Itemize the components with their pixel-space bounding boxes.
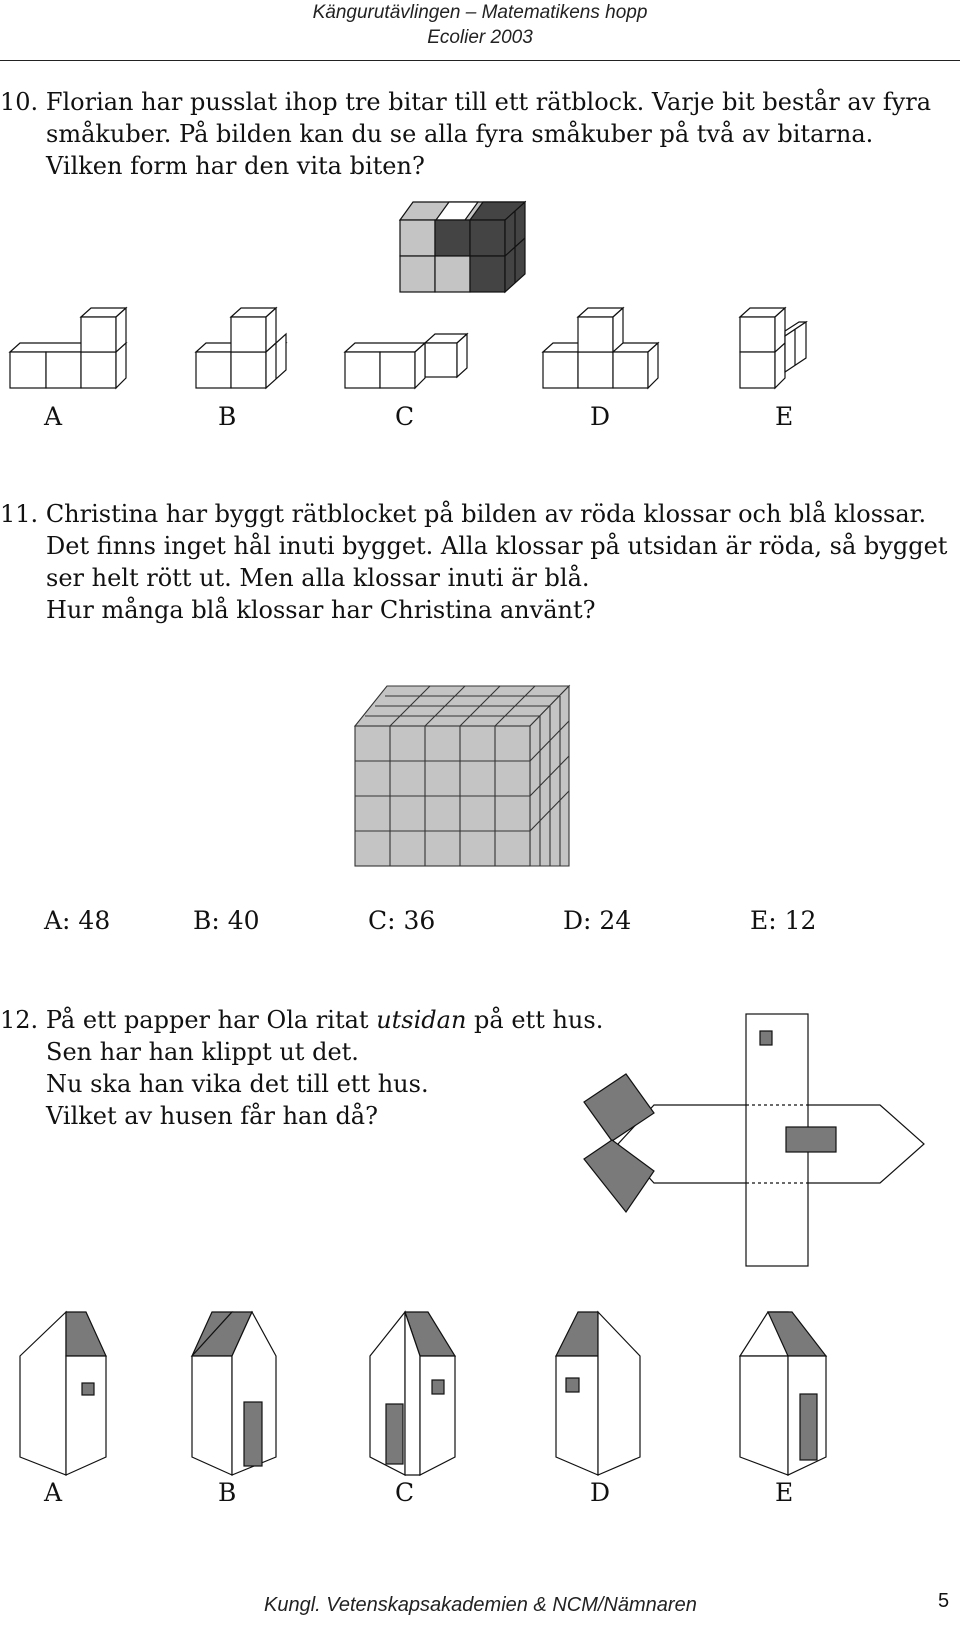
q11-answer-b[interactable]: B: 40 [193, 906, 260, 935]
q11-line-2: Det finns inget hål inuti bygget. Alla klossar på utsidan är röda, så bygget [46, 532, 948, 560]
q11-number: 11. [0, 500, 39, 528]
q12-net-figure [584, 1014, 924, 1266]
page-number: 5 [938, 1590, 950, 1612]
q11-answer-c[interactable]: C: 36 [368, 906, 436, 935]
q10-option-e[interactable]: E [775, 402, 794, 431]
q12-option-b[interactable]: B [218, 1478, 237, 1507]
q12-line-4: Vilket av husen får han då? [46, 1102, 378, 1130]
q11-line-3: ser helt rött ut. Men alla klossar inuti är blå. [46, 564, 590, 592]
q11-line-4: Hur många blå klossar har Christina använt? [46, 596, 596, 624]
q12-house-d-figure [556, 1312, 640, 1475]
q10-number: 10. [0, 88, 39, 116]
footer-credit: Kungl. Vetenskapsakademien & NCM/Nämnaren [264, 1594, 697, 1616]
q10-option-d-figure [543, 308, 658, 388]
q10-option-c[interactable]: C [395, 402, 415, 431]
q12-option-d[interactable]: D [590, 1478, 611, 1507]
q12-house-e-figure [740, 1312, 826, 1475]
q12-line-2: Sen har han klippt ut det. [46, 1038, 359, 1066]
q10-option-d[interactable]: D [590, 402, 611, 431]
q10-line-1: 10. Florian har pusslat ihop tre bitar till ett rätblock. Varje bit består av fyra [0, 88, 932, 116]
q10-option-a[interactable]: A [44, 402, 63, 431]
q12-option-e[interactable]: E [775, 1478, 794, 1507]
q10-option-b-figure [196, 308, 286, 388]
q12-house-a-figure [20, 1312, 106, 1475]
q11-answer-a[interactable]: A: 48 [44, 906, 111, 935]
q11-line-1: 11. Christina har byggt rätblocket på bilden av röda klossar och blå klossar. [0, 500, 927, 528]
q12-house-c-figure [370, 1312, 455, 1475]
q12-line-3: Nu ska han vika det till ett hus. [46, 1070, 429, 1098]
q10-option-e-figure [740, 308, 806, 388]
q12-house-b-figure [192, 1312, 276, 1475]
q10-block-figure [400, 202, 525, 292]
q10-option-c-figure [345, 334, 467, 388]
q11-answer-d[interactable]: D: 24 [563, 906, 632, 935]
q12-emphasis: utsidan [376, 1006, 467, 1034]
q12-option-c[interactable]: C [395, 1478, 415, 1507]
header-subtitle: Ecolier 2003 [427, 27, 533, 48]
q12-number: 12. [0, 1006, 39, 1034]
q12-line-1: 12. På ett papper har Ola ritat utsidan på ett hus. [0, 1006, 604, 1034]
q10-option-a-figure [10, 308, 126, 388]
q12-option-a[interactable]: A [44, 1478, 63, 1507]
q10-line-2: småkuber. På bilden kan du se alla fyra småkuber på två av bitarna. [46, 120, 874, 148]
header-title: Kängurutävlingen – Matematikens hopp [312, 2, 648, 23]
q10-line-3: Vilken form har den vita biten? [46, 152, 425, 180]
q11-answer-e[interactable]: E: 12 [750, 906, 817, 935]
q10-option-b[interactable]: B [218, 402, 237, 431]
q11-cube-figure [355, 686, 569, 866]
